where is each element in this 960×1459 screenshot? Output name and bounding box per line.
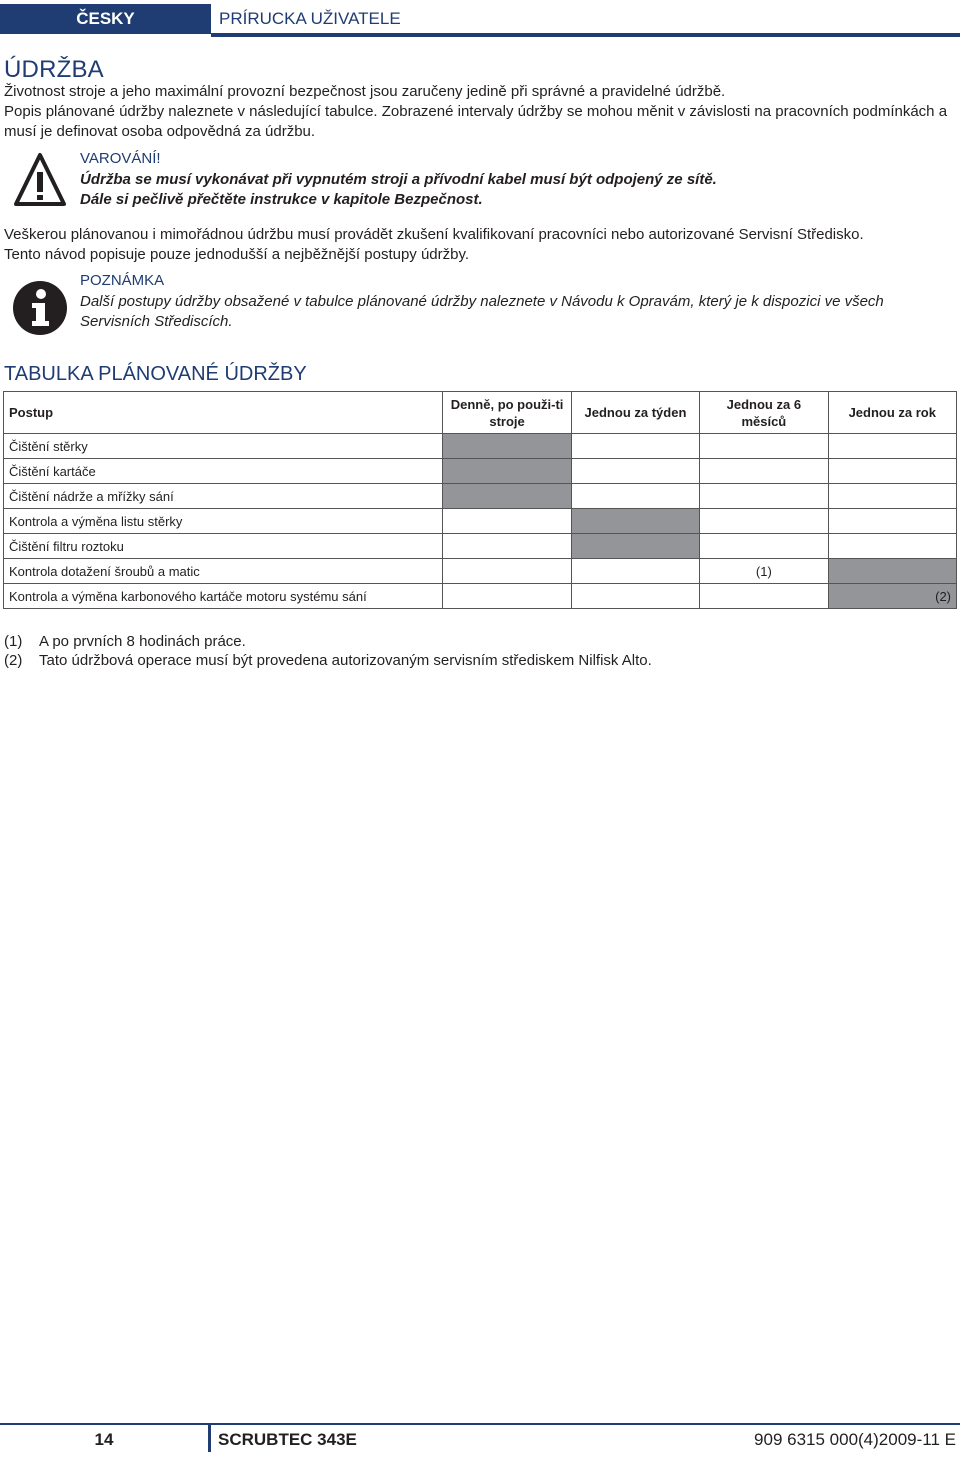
table-title: TABULKA PLÁNOVANÉ ÚDRŽBY <box>4 363 307 385</box>
interval-cell-6-months: (1) <box>700 559 828 584</box>
interval-cell-yearly <box>828 459 956 484</box>
intro-paragraph: Životnost stroje a jeho maximální provozní bezpečnost jsou zaručeny jedině při správné a pravidelné údržbě. <box>4 83 726 100</box>
table-row <box>4 459 957 484</box>
task-cell: Čištění nádrže a mřížky sání <box>4 484 443 509</box>
table-row <box>4 559 957 584</box>
interval-cell-yearly <box>828 484 956 509</box>
warning-line-2: Dále si pečlivě přečtěte instrukce v kapitole Bezpečnost. <box>80 191 483 208</box>
task-cell: Kontrola a výměna listu stěrky <box>4 509 443 534</box>
interval-cell-daily <box>443 459 571 484</box>
page-number: 14 <box>94 1430 114 1449</box>
document-code: 909 6315 000(4)2009-11 E <box>754 1430 956 1449</box>
interval-cell-6-months <box>700 584 828 609</box>
interval-cell-yearly <box>828 584 956 609</box>
footnote-2 <box>4 651 652 671</box>
warning-triangle-icon <box>14 152 66 208</box>
table-header-row <box>4 392 957 434</box>
interval-cell-weekly <box>571 459 699 484</box>
task-cell: Čištění kartáče <box>4 459 443 484</box>
interval-cell-6-months <box>700 534 828 559</box>
interval-cell-yearly <box>828 434 956 459</box>
interval-cell-weekly <box>571 509 699 534</box>
footer-divider <box>208 1425 211 1452</box>
interval-cell-yearly <box>828 534 956 559</box>
header-rule <box>211 33 960 37</box>
interval-cell-daily <box>443 509 571 534</box>
footnote-1 <box>4 632 246 652</box>
maintenance-table <box>3 391 957 609</box>
task-cell: Kontrola a výměna karbonového kartáče motoru systému sání <box>4 584 443 609</box>
interval-cell-daily <box>443 584 571 609</box>
table-row <box>4 484 957 509</box>
task-cell: Čištění filtru roztoku <box>4 534 443 559</box>
interval-cell-daily <box>443 434 571 459</box>
interval-cell-weekly <box>571 434 699 459</box>
info-icon <box>12 280 68 336</box>
interval-cell-daily <box>443 534 571 559</box>
footnote-number: (1) <box>4 633 23 650</box>
note-body: Další postupy údržby obsažené v tabulce plánované údržby naleznete v Návodu k Opravám, který je k dispozici ve všech Servisních Střediscích. <box>80 293 884 330</box>
note-title: POZNÁMKA <box>80 272 165 289</box>
interval-cell-yearly <box>828 559 956 584</box>
table-row <box>4 584 957 609</box>
table-row <box>4 534 957 559</box>
service-paragraph: Veškerou plánovanou i mimořádnou údržbu musí provádět zkušení kvalifikovaní pracovníci nebo autorizované Servisní Středisko. <box>4 226 864 243</box>
interval-cell-weekly <box>571 559 699 584</box>
interval-cell-6-months <box>700 484 828 509</box>
header-yearly: Jednou za rok <box>828 392 956 434</box>
footnote-text: Tato údržbová operace musí být provedena autorizovaným servisním střediskem Nilfisk Alto. <box>39 652 652 669</box>
header-daily: Denně, po použi-ti stroje <box>443 392 571 434</box>
interval-cell-weekly <box>571 534 699 559</box>
interval-cell-daily <box>443 484 571 509</box>
interval-cell-6-months <box>700 509 828 534</box>
service-paragraph-2: Tento návod popisuje pouze jednodušší a nejběžnější postupy údržby. <box>4 246 470 263</box>
footnote-ref: (2) <box>935 588 951 604</box>
header-task: Postup <box>4 392 443 434</box>
intro-paragraph-2: Popis plánované údržby naleznete v následující tabulce. Zobrazené intervaly údržby se mohou měnit v závislosti na pracovních podmínkách a musí je definovat osoba odpovědná za údržbu. <box>4 103 948 140</box>
model-name: SCRUBTEC 343E <box>218 1430 357 1449</box>
interval-cell-6-months <box>700 434 828 459</box>
interval-cell-yearly <box>828 509 956 534</box>
task-cell: Kontrola dotažení šroubů a matic <box>4 559 443 584</box>
header-weekly: Jednou za týden <box>571 392 699 434</box>
warning-line-1: Údržba se musí vykonávat při vypnutém stroji a přívodní kabel musí být odpojený ze sítě. <box>80 171 717 188</box>
warning-title: VAROVÁNÍ! <box>80 150 161 167</box>
section-title: ÚDRŽBA <box>4 56 104 83</box>
footer-rule <box>0 1423 960 1425</box>
language-tab: ČESKY <box>0 4 211 34</box>
interval-cell-daily <box>443 559 571 584</box>
manual-title: PRÍRUCKA UŽIVATELE <box>219 9 401 28</box>
footnote-number: (2) <box>4 652 23 669</box>
header-6-months: Jednou za 6 měsíců <box>700 392 828 434</box>
table-row <box>4 434 957 459</box>
interval-cell-weekly <box>571 484 699 509</box>
footnote-text: A po prvních 8 hodinách práce. <box>39 633 246 650</box>
table-row <box>4 509 957 534</box>
interval-cell-6-months <box>700 459 828 484</box>
interval-cell-weekly <box>571 584 699 609</box>
task-cell: Čištění stěrky <box>4 434 443 459</box>
